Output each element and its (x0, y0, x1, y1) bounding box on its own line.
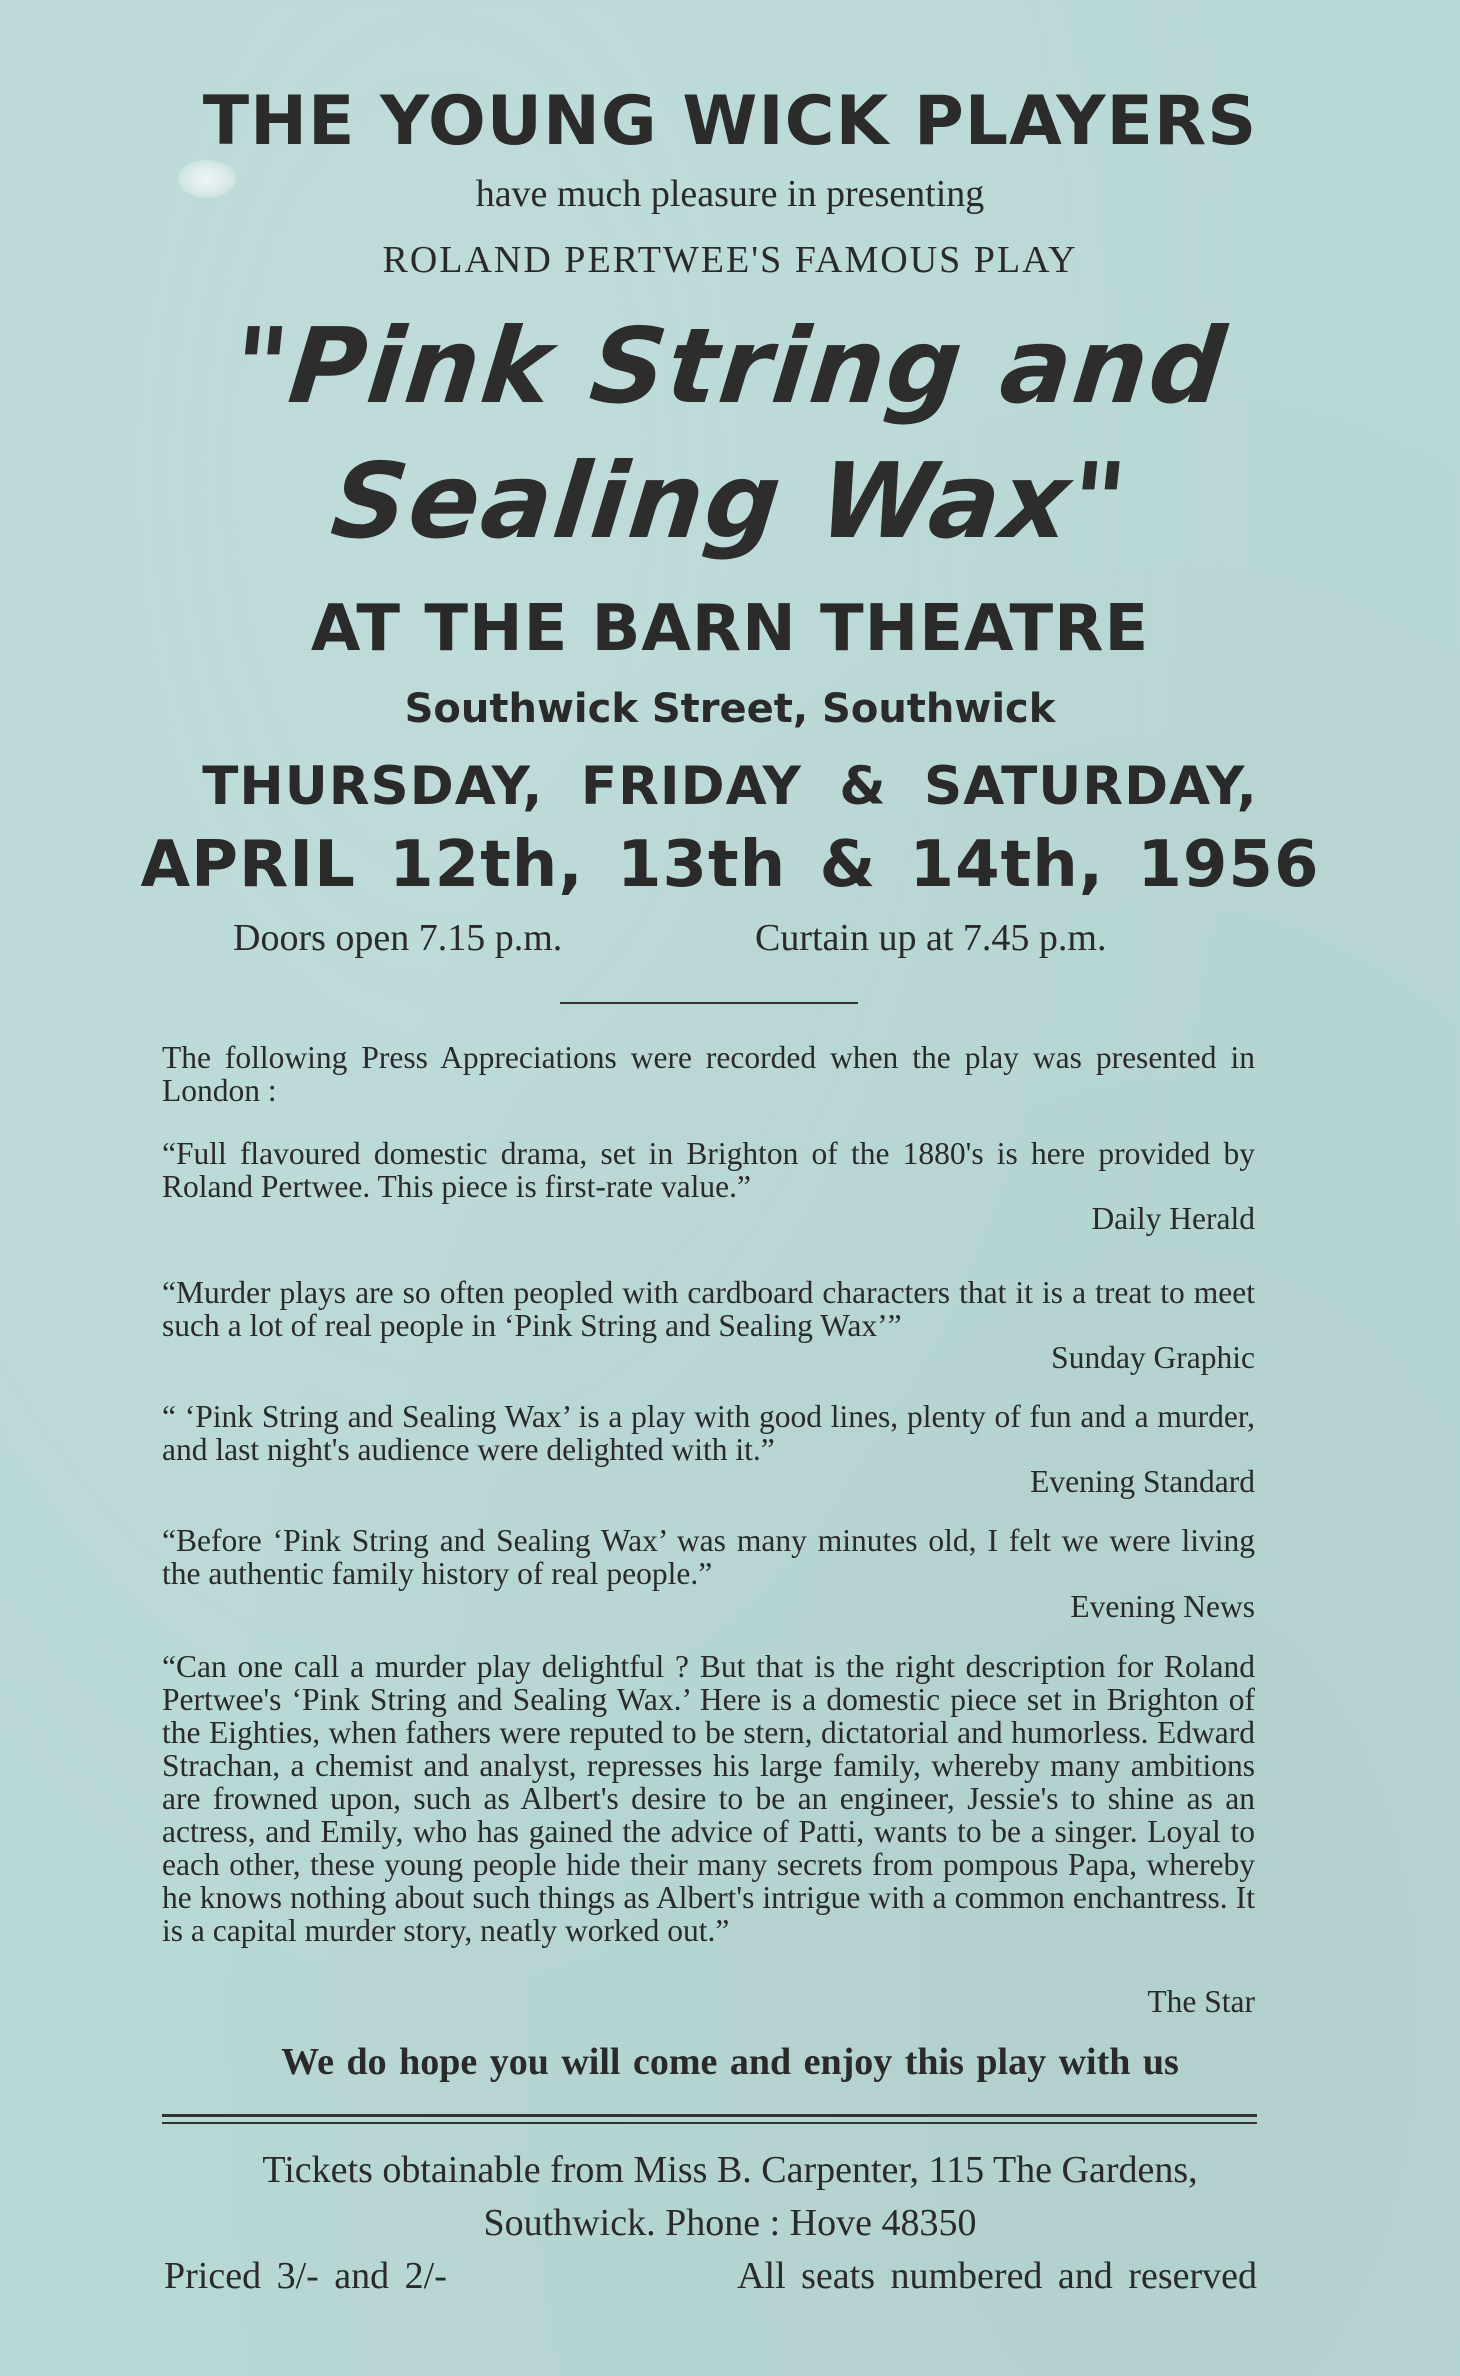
press-source-3: Evening Standard (1030, 1464, 1255, 1499)
play-title-line-1: "Pink String and (227, 305, 1233, 427)
press-source-4: Evening News (1070, 1589, 1255, 1624)
performance-dates: APRIL 12th, 13th & 14th, 1956 (140, 828, 1320, 902)
double-rule-top (162, 2114, 1257, 2117)
press-quote-1: “Full flavoured domestic drama, set in Brighton of the 1880's is here provided by Roland Pertwee. This piece is first-rate value.” (162, 1136, 1255, 1204)
press-quote-2: “Murder plays are so often peopled with cardboard characters that it is a treat to meet such a lot of real people in ‘Pink String and Sealing Wax’” (162, 1275, 1255, 1343)
presenting-line: have much pleasure in presenting (475, 173, 985, 215)
play-title-line-2: Sealing Wax" (326, 440, 1134, 562)
press-quote-4: “Before ‘Pink String and Sealing Wax’ was many minutes old, I felt we were living the authentic family history of real people.” (162, 1523, 1255, 1591)
venue-street: Southwick Street, Southwick (404, 686, 1056, 732)
tickets-line-2: Southwick. Phone : Hove 48350 (483, 2202, 977, 2244)
press-quote-5: “Can one call a murder play delightful ? But that is the right description for Roland Pertwee's ‘Pink String and Sealing Wax.’ Here is a domestic piece set in Brighton of the Eighties, when fathers were reputed to be stern, dictatorial and humorless. Edward Strachan, a chemist and analyst, represses his large family, whereby many ambitions are frowned upon, such as Albert's desire to be an engineer, Jessie's to shine as an actress, and Emily, who has gained the advice of Patti, wants to be a singer. Loyal to each other, these young people hide their many secrets from pompous Papa, whereby he knows nothing about such things as Albert's intrigue with a common enchantress. It is a capital murder story, neatly worked out.” (162, 1649, 1255, 1948)
double-rule-bottom (162, 2122, 1257, 2124)
curtain-time: Curtain up at 7.45 p.m. (755, 917, 1107, 959)
press-quote-3: “ ‘Pink String and Sealing Wax’ is a play with good lines, plenty of fun and a murder, and last night's audience were delighted with it.” (162, 1399, 1255, 1467)
venue-name: AT THE BARN THEATRE (310, 592, 1150, 666)
seating-note: All seats numbered and reserved (737, 2255, 1257, 2297)
press-source-5: The Star (1147, 1984, 1255, 2019)
doors-time: Doors open 7.15 p.m. (233, 917, 563, 959)
author-line: ROLAND PERTWEE'S FAMOUS PLAY (382, 239, 1078, 281)
ticket-price: Priced 3/- and 2/- (164, 2255, 447, 2297)
tickets-line-1: Tickets obtainable from Miss B. Carpenter, 115 The Gardens, (262, 2149, 1198, 2191)
performance-days: THURSDAY, FRIDAY & SATURDAY, (202, 756, 1258, 817)
section-divider (560, 1002, 858, 1004)
closing-line: We do hope you will come and enjoy this play with us (281, 2041, 1179, 2083)
press-intro: The following Press Appreciations were recorded when the play was presented in London : (162, 1040, 1255, 1108)
troupe-name: THE YOUNG WICK PLAYERS (202, 82, 1258, 161)
press-source-1: Daily Herald (1091, 1201, 1255, 1236)
press-source-2: Sunday Graphic (1051, 1340, 1255, 1375)
